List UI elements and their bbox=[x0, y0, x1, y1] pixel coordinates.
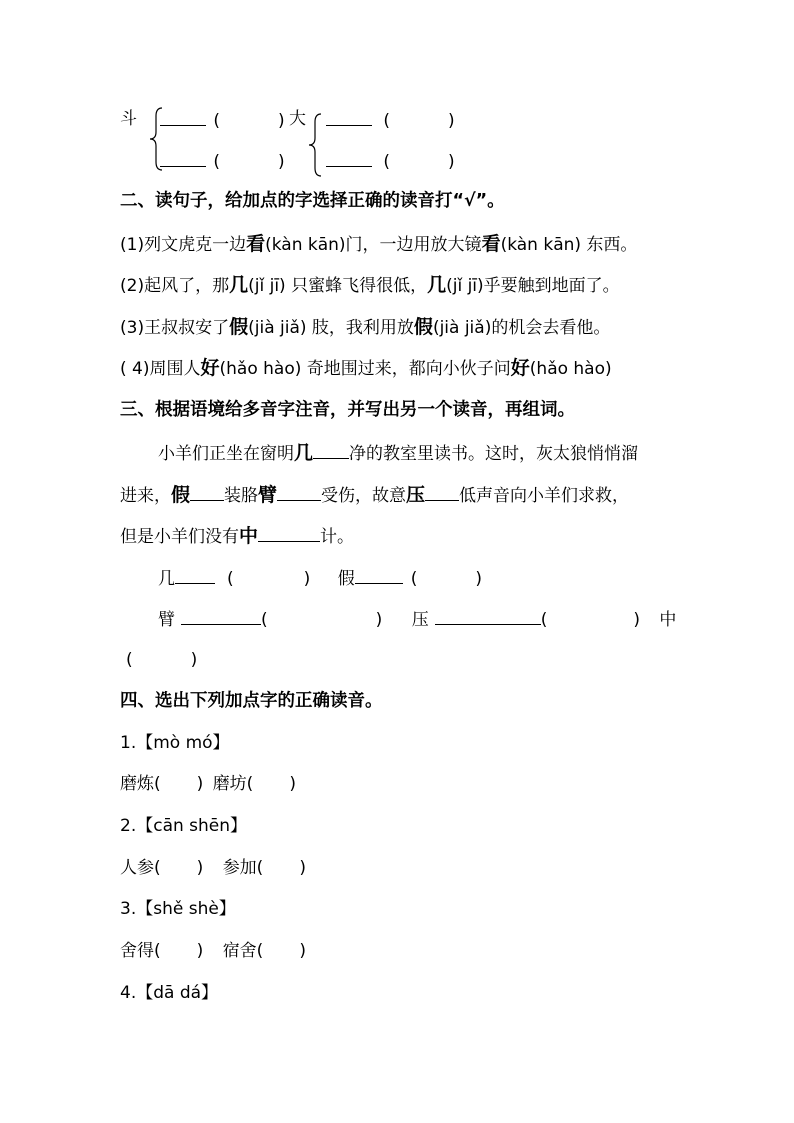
answer-blank[interactable] bbox=[326, 149, 372, 167]
section-4-heading: 四、选出下列加点字的正确读音。 bbox=[120, 691, 383, 711]
section-2-item-4: ( 4)周围人好(hǎo hào) 奇地围过来，都向小伙子问好(hǎo hào) bbox=[120, 357, 612, 379]
section-2-item-2: (2)起风了，那几(jǐ jī) 只蜜蜂飞得很低，几(jǐ jī)乎要触到地面了。 bbox=[120, 274, 620, 296]
section-4-item-2-words: 人参( ) 参加( ) bbox=[120, 858, 306, 878]
section-2-item-3: (3)王叔叔安了假(jià jiǎ) 肢，我利用放假(jià jiǎ)的机会去看他。 bbox=[120, 316, 611, 338]
answer-blank[interactable] bbox=[190, 483, 224, 501]
char-da: 大 bbox=[289, 109, 306, 129]
passage-line-1: 小羊们正坐在窗明几 净的教室里读书。这时，灰太狼悄悄溜 bbox=[158, 442, 639, 464]
section-4-item-2-pinyin: 2.【cān shēn】 bbox=[120, 816, 248, 836]
section-2-item-1: (1)列文虎克一边看(kàn kān)门，一边用放大镜看(kàn kān) 东西。 bbox=[120, 233, 638, 255]
answer-blank[interactable] bbox=[425, 483, 459, 501]
da-line-2: ( ) bbox=[326, 149, 455, 173]
dou-line-2: ( ) bbox=[160, 149, 285, 173]
char-dou: 斗 bbox=[120, 109, 137, 129]
answer-blank[interactable] bbox=[435, 607, 541, 625]
answer-blank[interactable] bbox=[277, 483, 321, 501]
section-4-item-3-pinyin: 3.【shě shè】 bbox=[120, 899, 236, 919]
section-4-item-4-pinyin: 4.【dā dá】 bbox=[120, 983, 219, 1003]
answer-row-3: ( ) bbox=[126, 650, 198, 670]
answer-blank[interactable] bbox=[258, 524, 320, 542]
da-line-1: ( ) bbox=[326, 108, 455, 132]
answer-blank[interactable] bbox=[313, 441, 349, 459]
answer-blank[interactable] bbox=[175, 566, 215, 584]
answer-row-1: 几 ( ) 假 ( ) bbox=[158, 566, 482, 590]
passage-line-2: 进来，假 装胳臂 受伤，故意压 低声音向小羊们求救， bbox=[120, 484, 630, 506]
section-4-item-1-words: 磨炼( ) 磨坊( ) bbox=[120, 774, 296, 794]
answer-row-2: 臂 ( ) 压 ( ) 中 bbox=[158, 607, 676, 631]
section-2-heading: 二、读句子，给加点的字选择正确的读音打“√”。 bbox=[120, 191, 505, 211]
passage-line-3: 但是小羊们没有中 计。 bbox=[120, 525, 355, 547]
section-3-heading: 三、根据语境给多音字注音，并写出另一个读音，再组词。 bbox=[120, 400, 575, 420]
section-4-item-3-words: 舍得( ) 宿舍( ) bbox=[120, 941, 306, 961]
right-group-brace-icon bbox=[307, 112, 323, 178]
section-4-item-1-pinyin: 1.【mò mó】 bbox=[120, 733, 230, 753]
dou-line-1: ( ) bbox=[160, 108, 285, 132]
answer-blank[interactable] bbox=[355, 566, 403, 584]
answer-blank[interactable] bbox=[160, 108, 206, 126]
answer-blank[interactable] bbox=[181, 607, 261, 625]
answer-blank[interactable] bbox=[326, 108, 372, 126]
answer-blank[interactable] bbox=[160, 149, 206, 167]
